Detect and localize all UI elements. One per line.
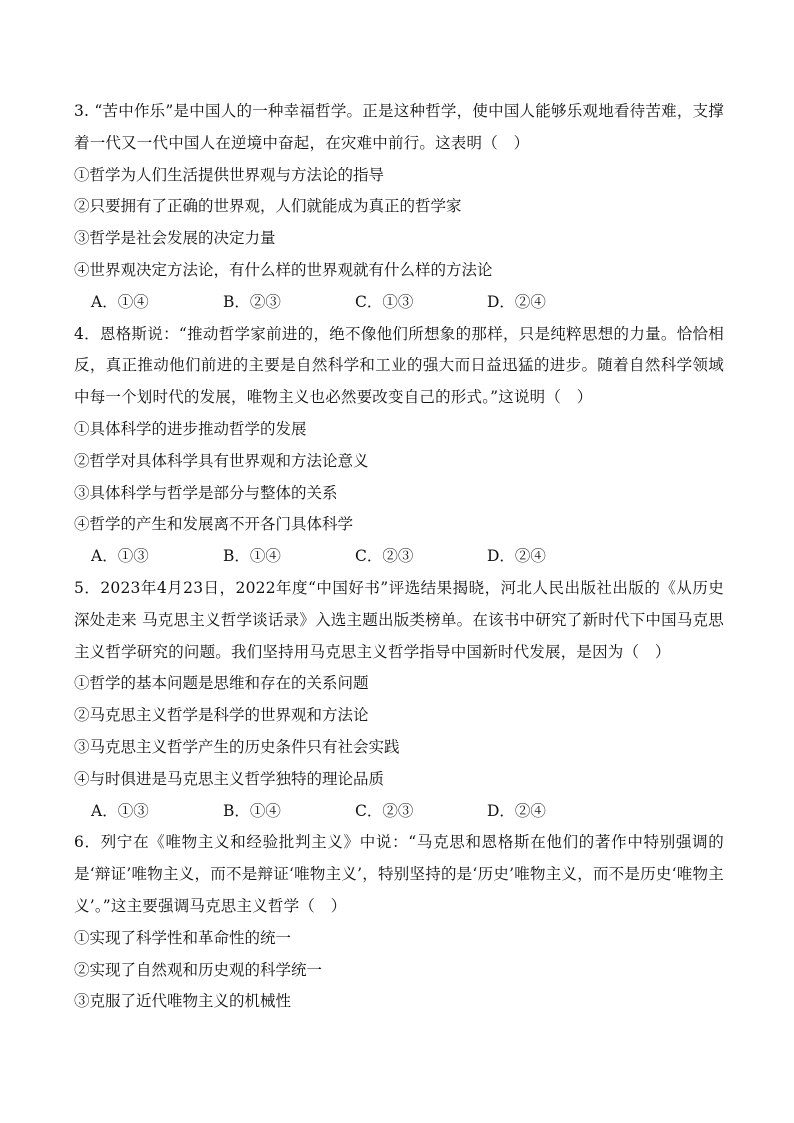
question-stem: 4．恩格斯说：“推动哲学家前进的，绝不像他们所想象的那样，只是纯粹思想的力量。恰恰相反，真正推动他们前进的主要是自然科学和工业的强大而日益迅猛的进步。随着自然科学领域中每一个划时代的发展，唯物主义也必然要改变自己的形式。”这说明（ ） bbox=[74, 324, 724, 407]
statement-item: ②哲学对具体科学具有世界观和方法论意义 bbox=[74, 451, 369, 470]
statement-item: ②只要拥有了正确的世界观，人们就能成为真正的哲学家 bbox=[74, 197, 462, 216]
question-stem: 5．2023年4月23日，2022年度“中国好书”评选结果揭晓，河北人民出版社出版的《从历史深处走来 马克思主义哲学谈话录》入选主题出版类榜单。在该书中研究了新时代下中国马克思主义哲学研究的问题。我们坚持用马克思主义哲学指导中国新时代发展，是因为（ ） bbox=[74, 578, 724, 661]
statement-item: ③具体科学与哲学是部分与整体的关系 bbox=[74, 483, 338, 502]
statement-item: ④与时俱进是马克思主义哲学独特的理论品质 bbox=[74, 769, 385, 788]
option-b: B．①④ bbox=[223, 801, 281, 820]
statement-item: ③克服了近代唯物主义的机械性 bbox=[74, 992, 292, 1011]
statement-item: ④世界观决定方法论，有什么样的世界观就有什么样的方法论 bbox=[74, 260, 493, 279]
question-stem: 3. “苦中作乐”是中国人的一种幸福哲学。正是这种哲学，使中国人能够乐观地看待苦难，支撑着一代又一代中国人在逆境中奋起，在灾难中前行。这表明（ ） bbox=[74, 102, 724, 152]
statement-item: ④哲学的产生和发展离不开各门具体科学 bbox=[74, 515, 354, 534]
answer-options bbox=[74, 541, 724, 573]
option-c: C．②③ bbox=[355, 801, 414, 820]
question-5 bbox=[74, 573, 724, 827]
question-6 bbox=[74, 827, 724, 1018]
option-a: A．①④ bbox=[91, 292, 149, 311]
option-c: C．①③ bbox=[355, 292, 414, 311]
option-a: A．①③ bbox=[91, 547, 149, 566]
question-4 bbox=[74, 319, 724, 573]
question-3 bbox=[74, 96, 724, 319]
statement-item: ①具体科学的进步推动哲学的发展 bbox=[74, 419, 307, 438]
option-d: D．②④ bbox=[487, 292, 546, 311]
statement-item: ①哲学为人们生活提供世界观与方法论的指导 bbox=[74, 165, 385, 184]
question-stem: 6．列宁在《唯物主义和经验批判主义》中说：“马克思和恩格斯在他们的著作中特别强调的是‘辩证’唯物主义，而不是辩证‘唯物主义’，特别坚持的是‘历史’唯物主义，而不是历史‘唯物主义’。”这主要强调马克思主义哲学（ ） bbox=[74, 833, 724, 915]
option-a: A．①③ bbox=[91, 801, 149, 820]
answer-options bbox=[74, 287, 724, 319]
option-d: D．②④ bbox=[487, 801, 546, 820]
option-b: B．②③ bbox=[223, 292, 281, 311]
option-b: B．①④ bbox=[223, 547, 281, 566]
statement-item: ③哲学是社会发展的决定力量 bbox=[74, 229, 276, 248]
statement-item: ①实现了科学性和革命性的统一 bbox=[74, 928, 292, 947]
question-list bbox=[74, 96, 724, 1018]
statement-item: ②马克思主义哲学是科学的世界观和方法论 bbox=[74, 706, 369, 725]
statement-item: ②实现了自然观和历史观的科学统一 bbox=[74, 960, 323, 979]
option-d: D．②④ bbox=[487, 547, 546, 566]
answer-options bbox=[74, 796, 724, 828]
statement-item: ①哲学的基本问题是思维和存在的关系问题 bbox=[74, 674, 369, 693]
option-c: C．②③ bbox=[355, 547, 414, 566]
statement-item: ③马克思主义哲学产生的历史条件只有社会实践 bbox=[74, 737, 400, 756]
